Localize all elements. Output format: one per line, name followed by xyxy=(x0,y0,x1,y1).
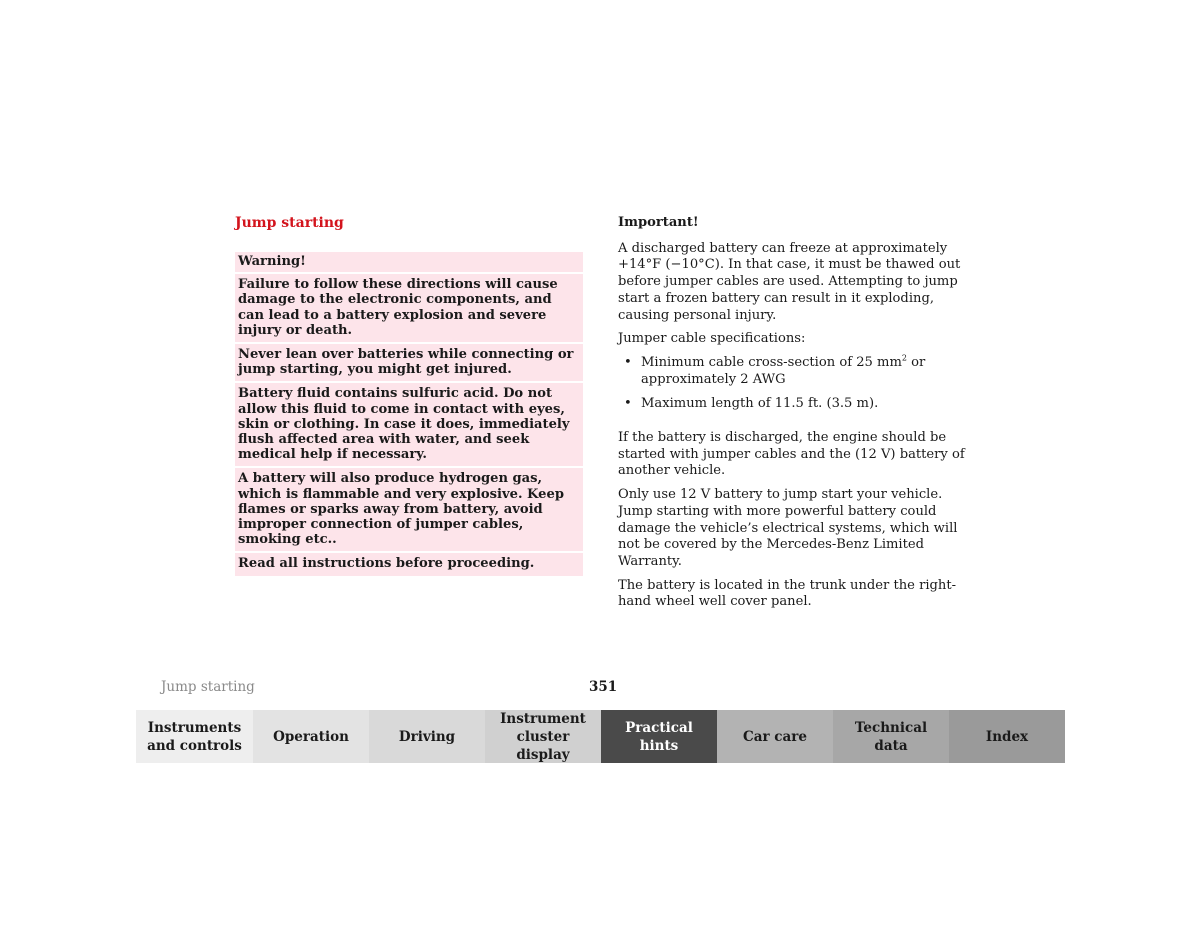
tab-label: data xyxy=(874,737,908,754)
warning-paragraph: Failure to follow these directions will cause damage to the electronic components, and can lead to a battery explosion and severe injury or death. xyxy=(235,274,583,344)
location-paragraph: The battery is located in the trunk under the right-hand wheel well cover panel. xyxy=(618,577,957,610)
warning-heading: Warning! xyxy=(235,252,583,274)
tab-label: Instruments xyxy=(147,719,242,736)
tab-label: Instrument xyxy=(500,710,586,727)
page-number: 351 xyxy=(589,679,618,695)
warning-paragraph: Read all instructions before proceeding. xyxy=(238,556,535,572)
tab-technical-data[interactable] xyxy=(833,710,949,763)
warning-paragraph: Battery fluid contains sulfuric acid. Do not allow this fluid to come in contact with eyes, skin or clothing. In case it does, immediately flush affected area with water, and seek medical help if necessary. xyxy=(235,383,583,468)
chapter-nav xyxy=(136,710,1065,763)
right-column xyxy=(618,215,970,618)
spec-list xyxy=(618,355,970,413)
tab-label: Practical hints xyxy=(625,719,693,754)
footer-section-label: Jump starting xyxy=(161,679,255,695)
tab-index[interactable] xyxy=(949,710,1065,763)
tab-label: Operation xyxy=(273,728,349,745)
tab-label: Technical xyxy=(854,719,928,736)
important-heading: Important! xyxy=(618,215,699,230)
tab-operation[interactable] xyxy=(253,710,369,763)
list-item xyxy=(618,355,970,388)
tab-driving[interactable] xyxy=(369,710,485,763)
tab-label: Index xyxy=(985,728,1029,745)
spec-text: Maximum length of 11.5 ft. (3.5 m). xyxy=(641,396,879,412)
warning-paragraph: Never lean over batteries while connecting or jump starting, you might get injured. xyxy=(235,344,583,383)
spec-text: or approximately 2 AWG xyxy=(641,354,926,387)
bullet-icon: • xyxy=(624,396,632,412)
intro-paragraph: A discharged battery can freeze at approximately +14°F (−10°C). In that case, it must be thawed out before jumper cables are used. Attempting to jump start a frozen battery can result in it exploding, causing personal injury. xyxy=(618,240,961,323)
list-item xyxy=(618,396,970,413)
tab-practical-hints[interactable] xyxy=(601,710,717,763)
warning-box xyxy=(235,252,583,576)
tab-instrument-cluster-display[interactable] xyxy=(485,710,601,763)
superscript: 2 xyxy=(901,353,907,363)
spec-heading: Jumper cable specifications: xyxy=(618,331,806,347)
tab-label: Car care xyxy=(743,728,807,745)
tab-car-care[interactable] xyxy=(717,710,833,763)
tab-label: Driving xyxy=(398,728,456,745)
warning-paragraph: A battery will also produce hydrogen gas, which is flammable and very explosive. Keep flames or sparks away from battery, avoid improper connection of jumper cables, smoking etc.. xyxy=(235,468,583,553)
bullet-icon: • xyxy=(624,354,632,370)
tab-instruments-and-controls[interactable] xyxy=(136,710,253,763)
discharged-paragraph: If the battery is discharged, the engine should be started with jumper cables and the (12 V) battery of another vehicle. xyxy=(618,430,965,479)
tab-label: and controls xyxy=(147,737,242,754)
section-title: Jump starting xyxy=(235,215,344,231)
tab-label: cluster display xyxy=(516,728,570,763)
voltage-paragraph: Only use 12 V battery to jump start your vehicle. Jump starting with more powerful battery could damage the vehicle’s electrical systems, which will not be covered by the Mercedes-Benz Limited Warranty. xyxy=(618,487,958,569)
spec-text: Minimum cable cross-section of 25 mm xyxy=(641,354,902,370)
